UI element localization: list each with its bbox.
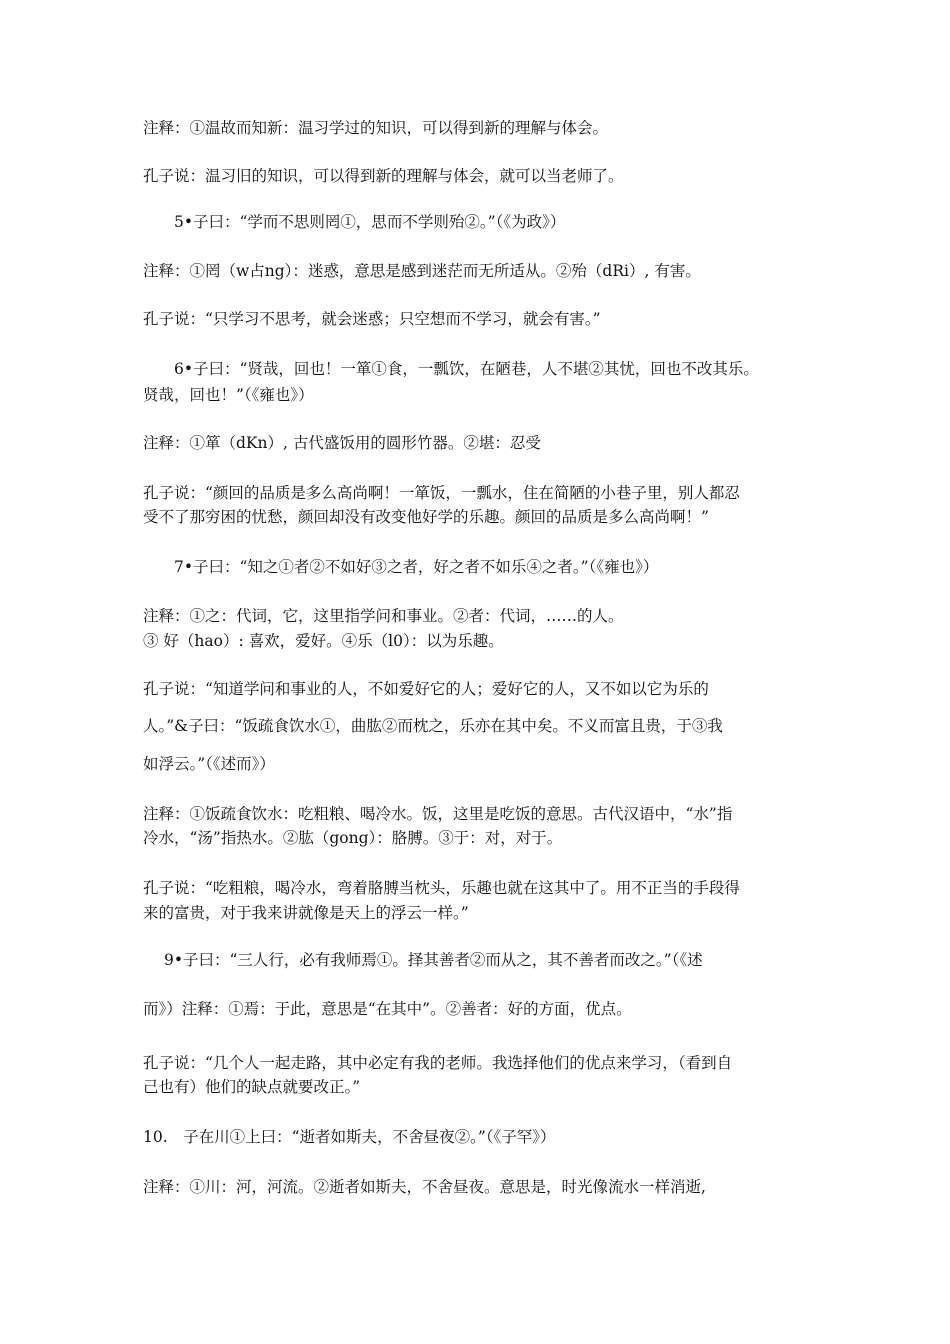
text-line: 孔子说：“几个人一起走路，其中必定有我的老师。我选择他们的优点来学习，（看到自 [143, 1054, 733, 1072]
text-line: 9•子曰：“三人行，必有我师焉①。择其善者②而从之，其不善者而改之。”（《述 [164, 951, 703, 969]
text-line: 7•子曰：“知之①者②不如好③之者，好之者不如乐④之者。”（《雍也》） [174, 558, 659, 576]
text-line: 孔子说：温习旧的知识，可以得到新的理解与体会，就可以当老师了。 [143, 167, 624, 185]
text-line: ③ 好（hao）: 喜欢，爱好。④乐（l0）：以为乐趣。 [143, 632, 504, 650]
text-line: 人。”&子曰：“饭疏食饮水①，曲肱②而枕之，乐亦在其中矣。不义而富且贵，于③我 [143, 717, 723, 735]
text-line: 注释：①罔（w占ng）：迷惑，意思是感到迷茫而无所适从。②殆（dRi）, 有害。 [143, 262, 701, 280]
text-line: 注释：①之：代词，它，这里指学问和事业。②者：代词，……的人。 [143, 607, 624, 625]
text-line: 如浮云。”（《述而》） [143, 755, 275, 773]
text-line: 5•子曰：“学而不思则罔①，思而不学则殆②。”（《为政》） [174, 213, 566, 231]
text-line: 冷水，“汤”指热水。②肱（gong）：胳膊。③于：对，对于。 [143, 829, 563, 847]
text-line: 而》）注释：①焉：于此，意思是“在其中”。②善者：好的方面，优点。 [143, 1000, 632, 1018]
text-line: 来的富贵，对于我来讲就像是天上的浮云一样。” [143, 904, 469, 922]
text-line: 注释：①箪（dKn）, 古代盛饭用的圆形竹器。②堪：忍受 [143, 434, 541, 452]
text-line: 10. 子在川①上曰：“逝者如斯夫，不舍昼夜②。”（《子罕》） [143, 1128, 556, 1146]
text-line: 孔子说：“吃粗粮，喝冷水，弯着胳膊当枕头，乐趣也就在这其中了。用不正当的手段得 [143, 879, 740, 897]
text-line: 受不了那穷困的忧愁，颜回却没有改变他好学的乐趣。颜回的品质是多么高尚啊！” [143, 508, 709, 526]
text-line: 孔子说：“只学习不思考，就会迷惑；只空想而不学习，就会有害。” [143, 310, 601, 328]
text-line: 贤哉，回也！”（《雍也》） [143, 386, 314, 404]
text-line: 6•子曰：“贤哉，回也！一箪①食，一瓢饮，在陋巷，人不堪②其忧，回也不改其乐。 [174, 360, 759, 378]
text-line: 己也有）他们的缺点就要改正。” [143, 1078, 361, 1096]
text-line: 注释：①川：河，河流。②逝者如斯夫，不舍昼夜。意思是，时光像流水一样消逝, [143, 1178, 706, 1196]
text-line: 注释：①温故而知新：温习学过的知识，可以得到新的理解与体会。 [143, 119, 609, 137]
text-line: 孔子说：“颜回的品质是多么高尚啊！一箪饭，一瓢水，住在简陋的小巷子里，别人都忍 [143, 484, 740, 502]
text-line: 注释：①饭疏食饮水：吃粗粮、喝冷水。饭，这里是吃饭的意思。古代汉语中，“水”指 [143, 805, 733, 823]
text-line: 孔子说：“知道学问和事业的人，不如爱好它的人；爱好它的人，又不如以它为乐的 [143, 680, 709, 698]
